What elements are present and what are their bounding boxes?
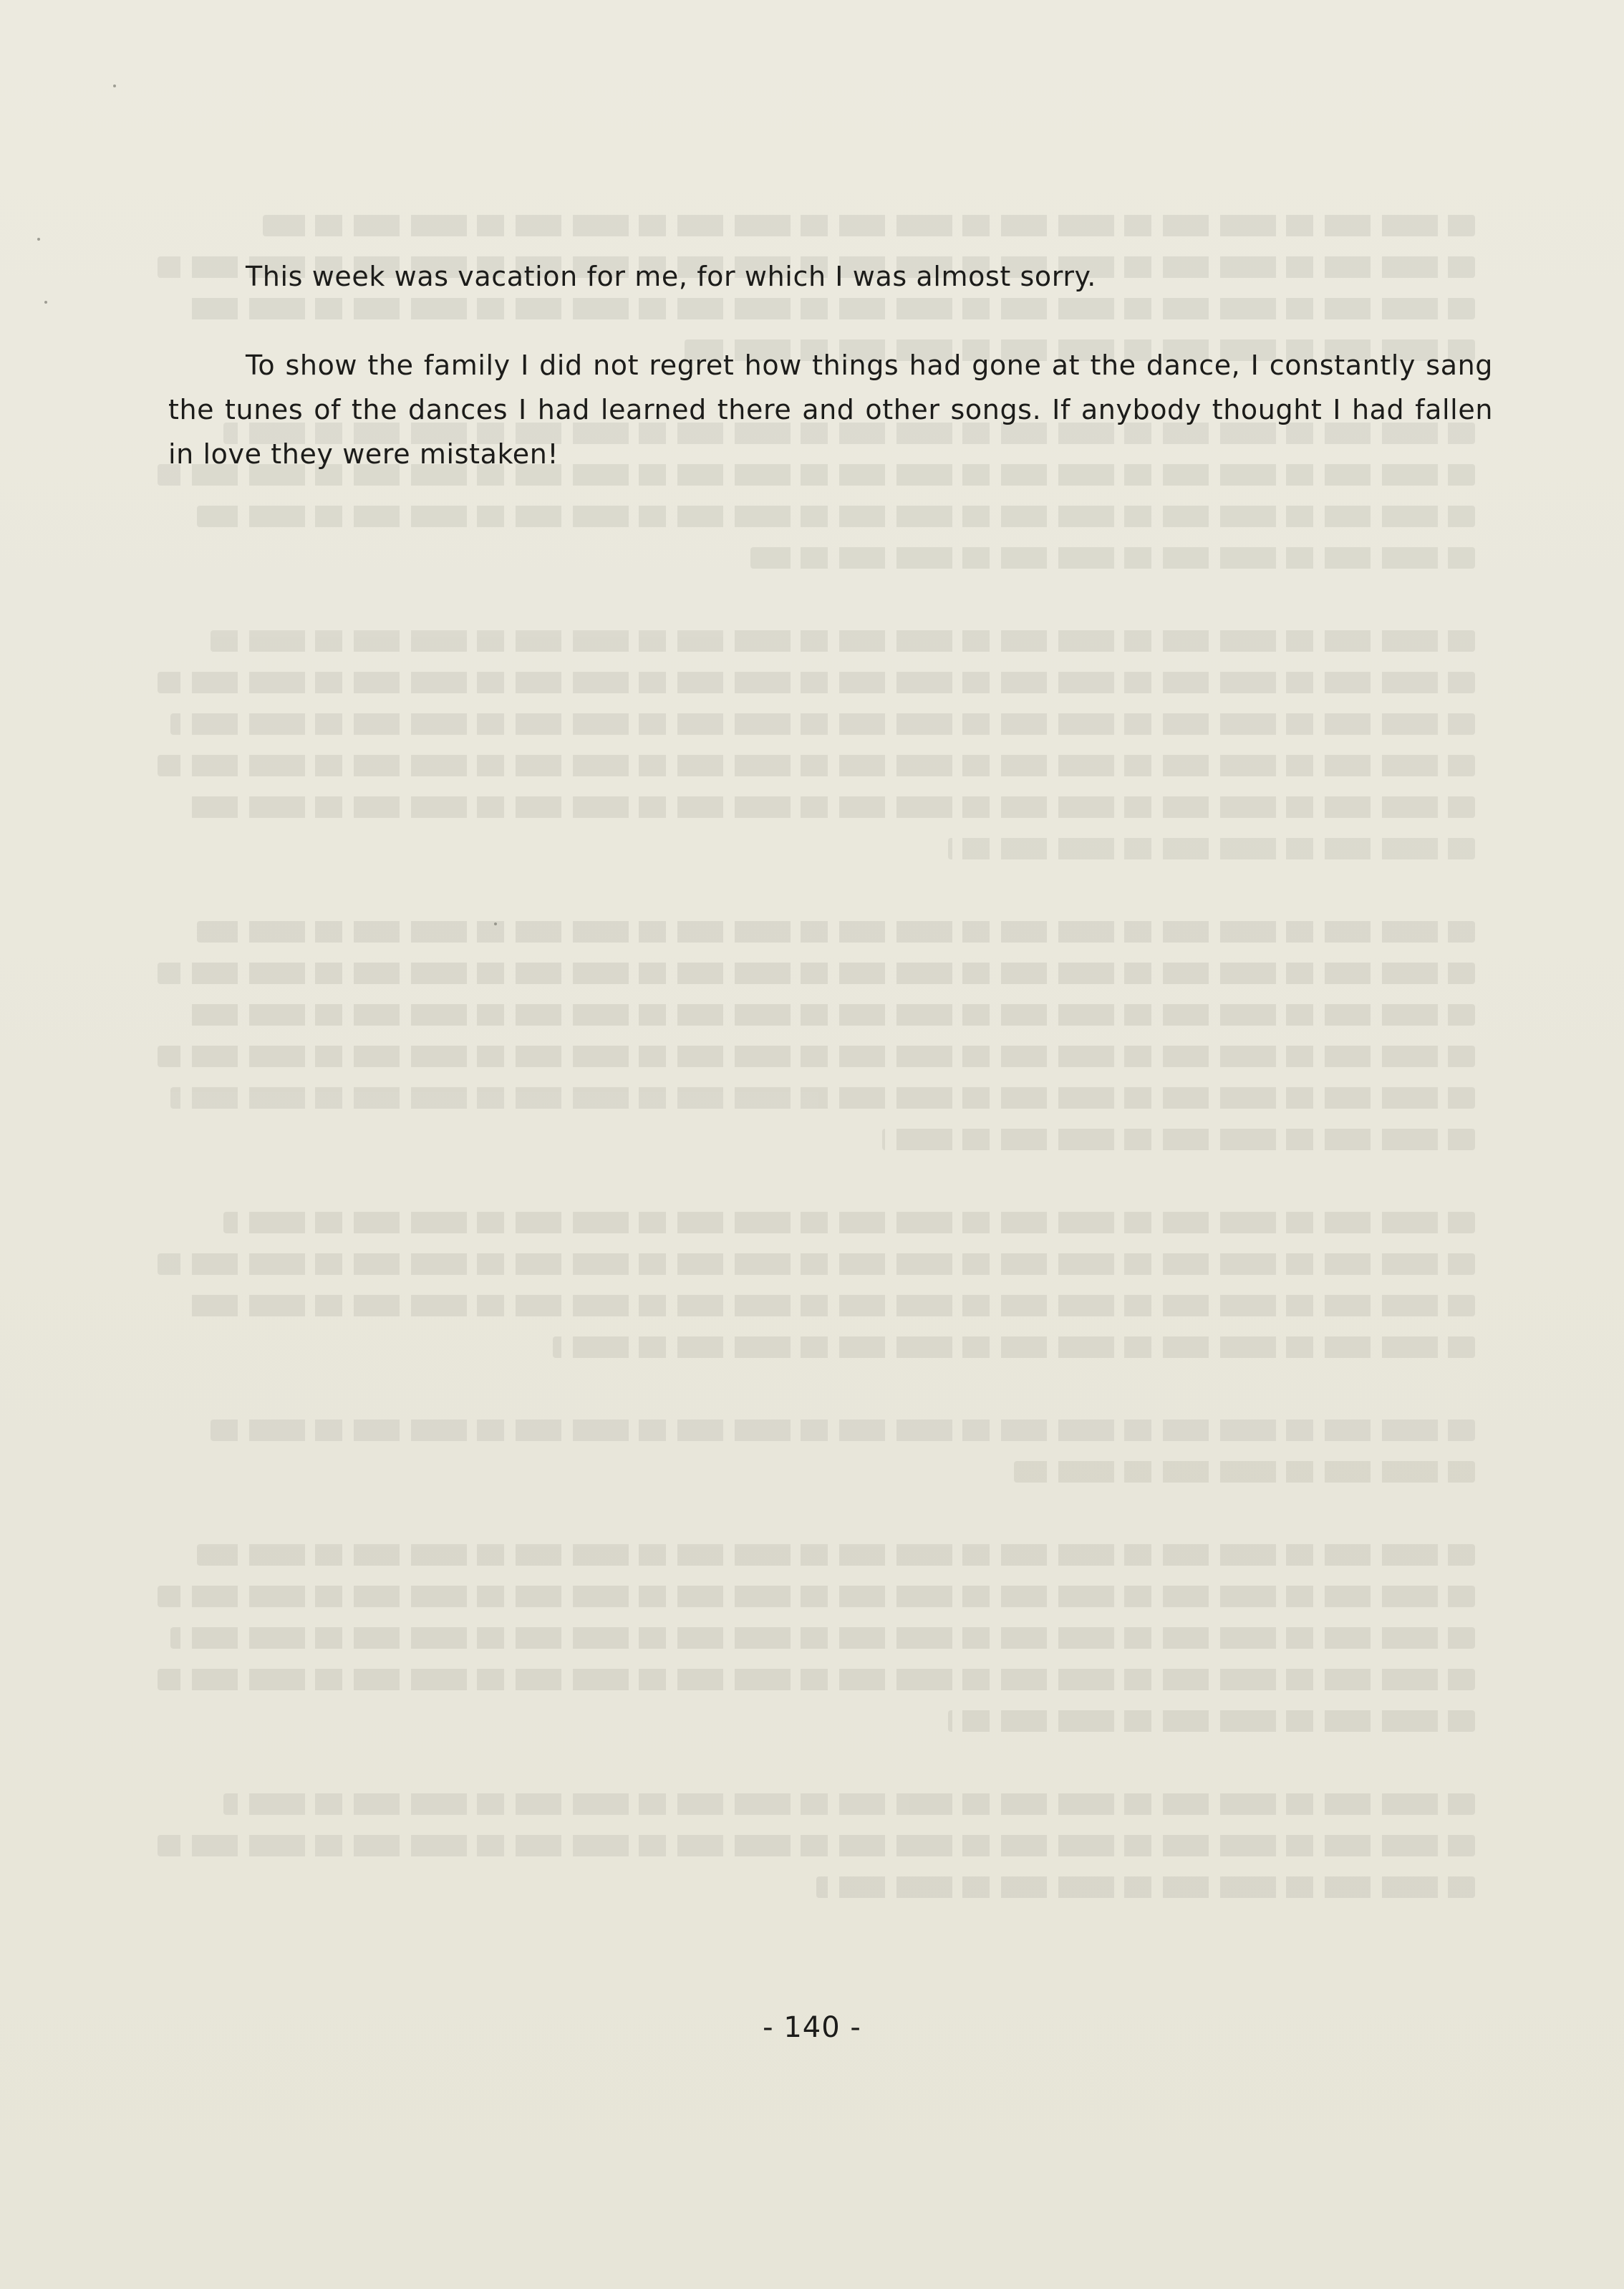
paper-speck — [44, 301, 47, 304]
body-text — [168, 254, 1493, 476]
bleed-through-text — [158, 215, 1475, 2149]
page-number: - 140 - — [763, 2011, 861, 2044]
paper-speck — [37, 238, 40, 241]
paragraph-vacation: This week was vacation for me, for which I was almost sorry. — [246, 261, 1096, 292]
paper-speck — [494, 922, 497, 925]
paragraph-family: To show the family I did not regret how things had gone at the dance, I constantly sang the tunes of the dances I had learned there and other songs. If anybody thought I had fallen in love they were mistaken! — [168, 350, 1493, 470]
paper-speck — [113, 85, 116, 87]
